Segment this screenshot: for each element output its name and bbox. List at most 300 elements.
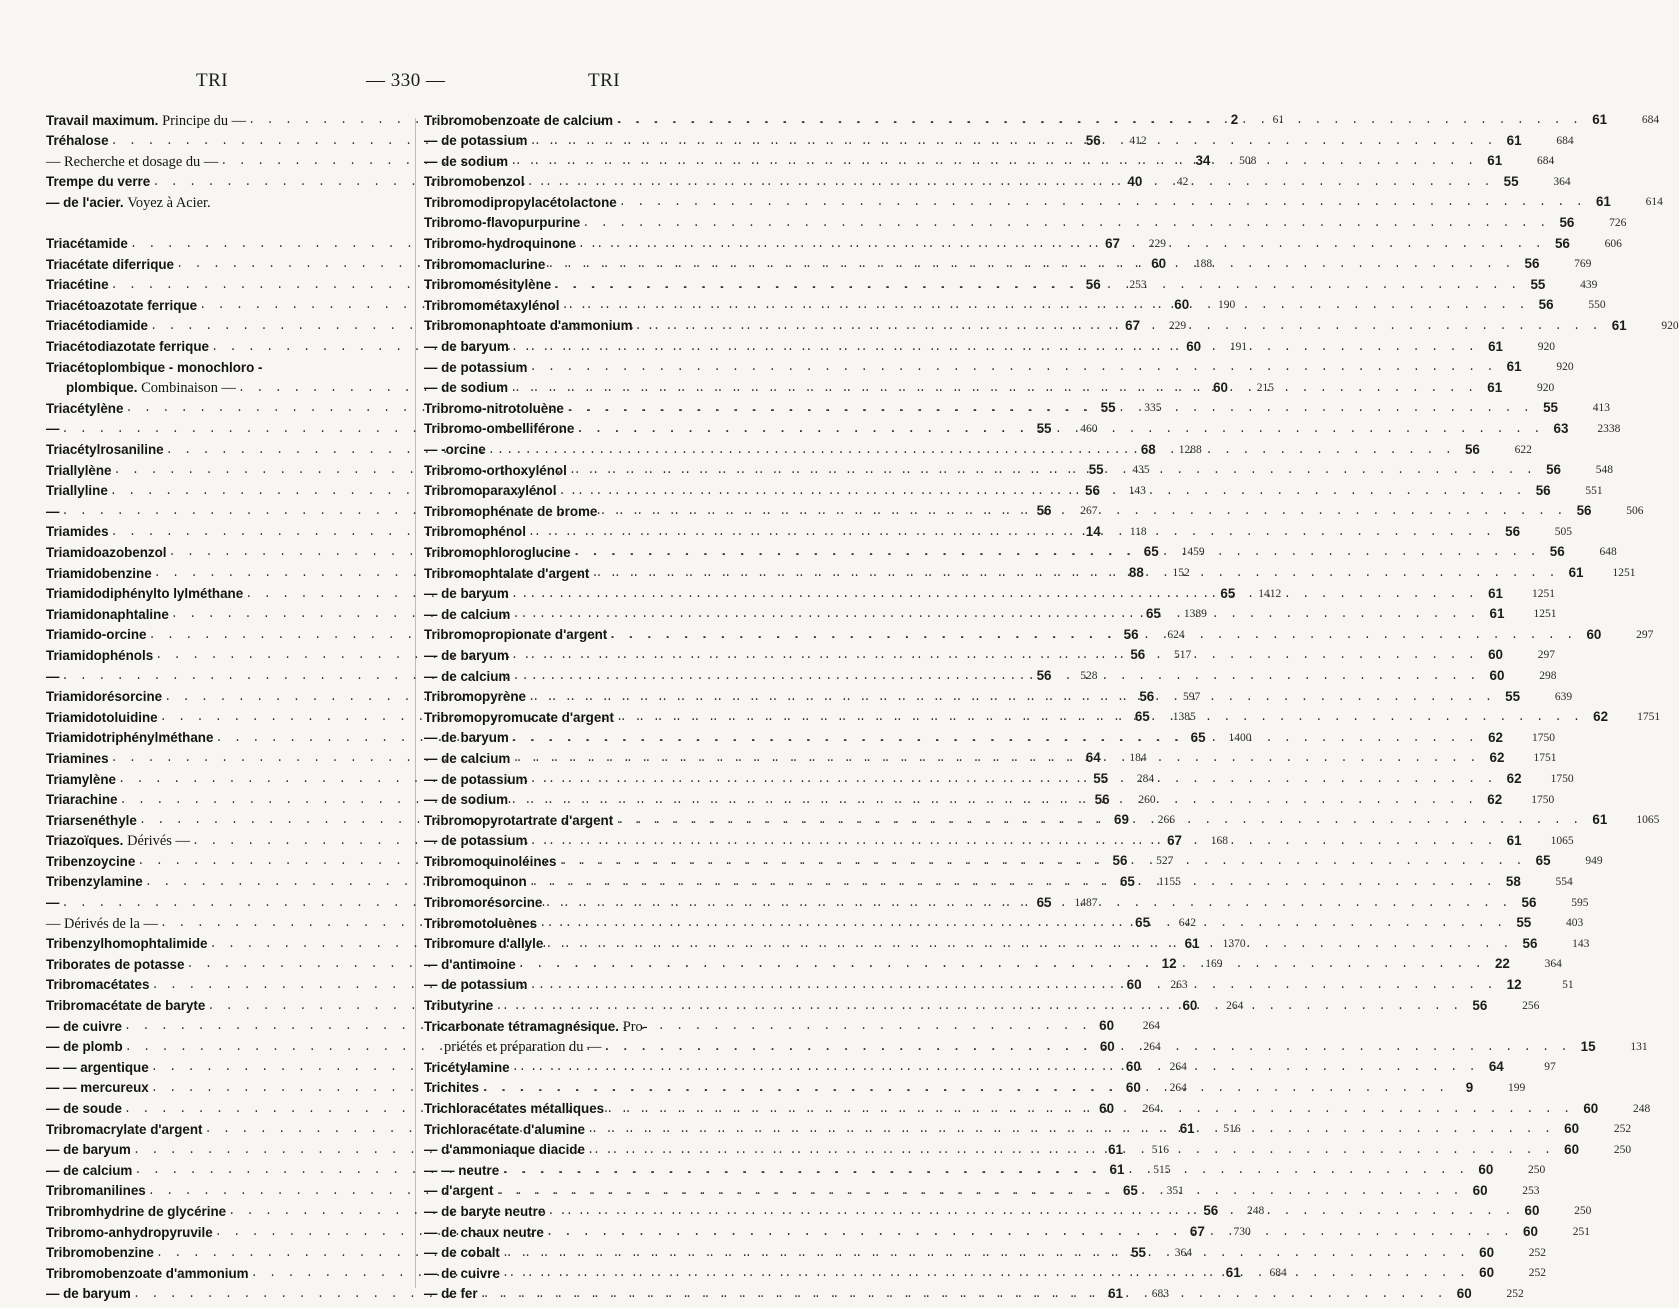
page-reference: 1751: [1637, 711, 1661, 724]
leader-dots: [479, 1078, 1447, 1099]
volume-number: 55: [1503, 173, 1519, 189]
entry-label: [46, 460, 112, 482]
page-reference: 1412: [1258, 587, 1282, 600]
volume-number: 65: [1535, 853, 1551, 869]
entry-label: [46, 666, 59, 688]
volume-number: 22: [1494, 956, 1510, 972]
entry-text: — de calcium: [424, 750, 511, 766]
volume-number: 56: [1535, 482, 1551, 498]
entry-label: [424, 212, 580, 234]
entry-text: Tribromacétates: [46, 977, 150, 993]
leader-dots: [527, 872, 1495, 893]
entry-label: [46, 933, 207, 955]
page-reference: 266: [1157, 814, 1175, 827]
page-reference: 229: [1168, 319, 1187, 332]
entry-text: Tribromobenzoate de calcium: [424, 112, 613, 128]
entry-text: Triamidorésorcine: [46, 689, 163, 705]
volume-number: 9: [1465, 1079, 1474, 1095]
leader-dots: [613, 810, 1581, 831]
page-reference: 351: [1166, 1184, 1184, 1197]
entry-text: Triazoïques.: [46, 833, 128, 849]
entry-label: [46, 1160, 132, 1182]
entry-text: Tribromomésitylène: [424, 277, 552, 293]
volume-number: 61: [1506, 132, 1522, 148]
entry-text: — de fer: [424, 1286, 478, 1302]
volume-number: 65: [1135, 915, 1151, 931]
entry-label: [424, 130, 527, 152]
leader-dots: [500, 1263, 1468, 1284]
volume-number: 60: [1126, 976, 1142, 992]
volume-number: 61: [1108, 1285, 1123, 1301]
entry-text: plombique.: [66, 380, 142, 396]
leader-dots: [510, 748, 1478, 769]
volume-number: 60: [1564, 1121, 1580, 1137]
entry-label: [46, 542, 167, 564]
entry-text: Tribromomaclurine: [424, 256, 546, 272]
volume-number: 60: [1456, 1285, 1472, 1301]
page-reference: 505: [1554, 525, 1573, 538]
entry-label: [444, 1036, 601, 1058]
entry-label: [46, 913, 158, 935]
page-reference: 364: [1174, 1246, 1193, 1259]
entry-text: — de sodium: [424, 792, 509, 808]
entry-label: [424, 1242, 500, 1264]
entry-label: [46, 110, 246, 132]
page-reference: 684: [1269, 1267, 1287, 1280]
entry-label: [46, 501, 59, 523]
entry-text: Triamines: [46, 750, 109, 766]
entry-text: Triamidoazobenzol: [46, 544, 167, 560]
leader-dots: [607, 625, 1575, 646]
entry-text: Triacétodiazotate ferrique: [46, 339, 209, 355]
leader-dots: [509, 645, 1477, 666]
entry-text: Tribromo-nitrotoluène: [424, 400, 564, 416]
leader-dots: [493, 996, 1461, 1017]
entry-text: Triacétoplombique - monochloro -: [46, 360, 263, 376]
entry-label: [424, 192, 617, 214]
page-reference: 614: [1645, 196, 1663, 209]
leader-dots: [510, 604, 1478, 625]
page-reference: 256: [1522, 999, 1540, 1012]
entry-text: Combinaison —: [141, 380, 236, 397]
leader-dots: [601, 1037, 1569, 1058]
entry-label: [424, 748, 510, 770]
leader-dots: [551, 275, 1519, 296]
entry-text: Tribromopropionate d'argent: [424, 627, 608, 643]
volume-number: 56: [1464, 441, 1480, 457]
page-reference: 97: [1544, 1061, 1556, 1074]
volume-number: 60: [1523, 1224, 1538, 1240]
entry-label: [424, 1098, 604, 1120]
entry-label: [46, 274, 109, 296]
volume-number: 12: [1161, 956, 1177, 972]
entry-text: Tribromo-orthoxylénol: [424, 462, 567, 478]
entry-label: [46, 954, 184, 976]
page-reference: 1251: [1531, 587, 1555, 600]
page-reference: 252: [1613, 1123, 1632, 1136]
volume-number: 61: [1487, 153, 1503, 169]
page-reference: 143: [1128, 484, 1146, 497]
volume-number: 60: [1099, 1100, 1115, 1116]
volume-number: 60: [1479, 1244, 1495, 1260]
entry-text: — de baryum: [46, 1286, 131, 1302]
entry-text: Trichloracétates métalliques: [424, 1101, 605, 1116]
page-reference: 1750: [1531, 731, 1555, 744]
entry-label: [46, 1139, 131, 1161]
leader-dots: [580, 213, 1548, 234]
entry-label: [424, 274, 551, 296]
entry-label: [424, 645, 509, 667]
index-entry: [424, 357, 1574, 378]
entry-text: Triamidodiphénylto lylméthane: [46, 586, 244, 602]
entry-label: [66, 377, 236, 399]
entry-text: Tribromobenzoate d'ammonium: [46, 1265, 249, 1281]
entry-label: [46, 830, 190, 852]
volume-number: 2: [1230, 112, 1239, 127]
entry-label: [46, 1036, 123, 1058]
volume-number: 61: [1108, 1141, 1123, 1157]
page-reference: 1288: [1178, 443, 1202, 456]
page-reference: 517: [1174, 649, 1192, 662]
entry-label: [424, 769, 527, 791]
entry-text: Tribromo-anhydropyruvile: [46, 1224, 213, 1240]
entry-text: Tribromopyrène: [424, 689, 526, 705]
entry-label: [424, 501, 597, 523]
volume-number: 69: [1114, 812, 1129, 828]
index-entry: [424, 213, 1627, 234]
entry-text: Triamylène: [46, 771, 116, 787]
entry-label: [46, 851, 135, 873]
volume-number: 56: [1094, 791, 1110, 807]
page-reference: 730: [1233, 1226, 1251, 1239]
entry-text: Triacétoazotate ferrique: [46, 297, 198, 313]
leader-dots: [510, 1057, 1478, 1078]
entry-text: Travail maximum.: [46, 112, 163, 128]
page-reference: 1751: [1533, 752, 1557, 765]
volume-number: 61: [1225, 1265, 1241, 1281]
entry-text: Tribromopyrotartrate d'argent: [424, 812, 614, 828]
entry-text: Tribenzoycine: [46, 853, 136, 869]
entry-label: [424, 954, 516, 976]
entry-label: [424, 1077, 479, 1099]
entry-label: [46, 130, 109, 152]
entry-label: [424, 336, 509, 358]
page-reference: 335: [1144, 402, 1162, 415]
entry-label: [46, 748, 109, 770]
page-reference: 683: [1151, 1287, 1169, 1300]
leader-dots: [559, 295, 1527, 316]
page-reference: 403: [1565, 917, 1584, 930]
volume-number: 55: [1088, 462, 1104, 478]
entry-text: Tribromophénol: [424, 524, 526, 540]
entry-text: Tribromobenzol: [424, 174, 525, 190]
leader-dots: [509, 337, 1477, 358]
page-reference: 253: [1522, 1184, 1540, 1197]
entry-label: [424, 913, 537, 935]
entry-text: — de calcium: [424, 668, 511, 684]
leader-dots: [510, 666, 1478, 687]
leader-dots: [589, 563, 1557, 584]
page-reference: 554: [1555, 875, 1573, 888]
leader-dots: [542, 893, 1510, 914]
volume-number: 65: [1134, 709, 1150, 725]
leader-dots: [508, 151, 1476, 172]
entry-label: [46, 686, 162, 708]
entry-text: — de baryum: [424, 730, 509, 746]
volume-number: 12: [1506, 976, 1522, 992]
leader-dots: [604, 1099, 1572, 1120]
entry-label: [46, 707, 158, 729]
entry-label: [424, 707, 614, 729]
index-entry: [424, 110, 1660, 131]
entry-label: [46, 974, 149, 996]
entry-text: Tribromo-flavopurpurine: [424, 215, 581, 231]
page-reference: 949: [1585, 855, 1603, 868]
volume-number: 60: [1174, 297, 1190, 313]
volume-number: 68: [1140, 441, 1156, 457]
entry-label: [424, 851, 556, 873]
volume-number: 56: [1505, 523, 1521, 539]
page-reference: 260: [1138, 793, 1156, 806]
entry-label: [46, 1119, 202, 1141]
page-reference: 143: [1572, 937, 1590, 950]
page-reference: 264: [1169, 1081, 1187, 1094]
page-reference: 297: [1636, 628, 1654, 641]
entry-label: [424, 974, 527, 996]
volume-number: 61: [1487, 379, 1503, 395]
entry-text: Tribenzylhomophtalimide: [46, 936, 208, 952]
entry-text: — de potassium: [424, 833, 528, 849]
volume-number: 55: [1131, 1244, 1147, 1260]
leader-dots: [493, 1181, 1461, 1202]
page-reference: 1155: [1158, 875, 1181, 888]
volume-number: 55: [1505, 688, 1521, 704]
page-reference: 253: [1129, 278, 1147, 291]
page-reference: 1251: [1533, 608, 1557, 621]
entry-label: [46, 892, 59, 914]
index-entry: [46, 192, 408, 213]
page-reference: 51: [1562, 978, 1574, 991]
page-reference: 267: [1080, 505, 1098, 518]
volume-number: 56: [1522, 935, 1538, 951]
volume-number: 56: [1549, 544, 1565, 560]
entry-label: [46, 336, 209, 358]
volume-number: 62: [1489, 750, 1505, 766]
page-reference: 168: [1210, 834, 1228, 847]
page-reference: 250: [1528, 1164, 1546, 1177]
entry-text: Triacétylrosaniline: [46, 442, 164, 457]
leader-dots: [556, 851, 1524, 872]
page-reference: 131: [1630, 1040, 1648, 1053]
page-reference: 188: [1194, 258, 1213, 271]
entry-text: Trempe du verre: [46, 174, 151, 190]
leader-dots: [544, 1222, 1512, 1243]
page-reference: 61: [1272, 114, 1285, 126]
entry-text: Tribromure d'allyle: [424, 936, 544, 952]
page-reference: 435: [1132, 464, 1150, 477]
entry-text: Triborates de potasse: [46, 956, 185, 972]
entry-text: — de calcium: [46, 1162, 133, 1178]
page-reference: 920: [1536, 381, 1555, 394]
leader-dots: [574, 419, 1542, 440]
running-head-right: TRI: [588, 70, 621, 91]
entry-text: Trichloracétate d'alumine: [424, 1121, 585, 1137]
entry-text: Dérivés —: [127, 833, 190, 850]
entry-text: Triamidobenzine: [46, 565, 152, 581]
entry-text: Tribromophloroglucine: [424, 544, 571, 560]
entry-text: — de baryum: [424, 647, 509, 663]
entry-line-1: [46, 357, 408, 378]
volume-number: 60: [1151, 256, 1167, 272]
entry-text: Tricétylamine: [424, 1059, 510, 1075]
volume-number: 56: [1085, 482, 1100, 498]
volume-number: 60: [1478, 1162, 1494, 1178]
entry-label: [424, 377, 508, 399]
leader-dots: [633, 316, 1601, 337]
entry-text: Tribromo-hydroquinone: [424, 236, 576, 252]
page-reference: 508: [1239, 155, 1257, 168]
page-reference: 516: [1151, 1143, 1169, 1156]
page-reference: 297: [1537, 649, 1555, 662]
page-reference: 2338: [1597, 422, 1621, 435]
entry-text: Tribromoparaxylénol: [424, 483, 557, 499]
volume-number: 60: [1583, 1100, 1599, 1116]
entry-label: [46, 418, 59, 440]
entry-text: Tribromanilines: [46, 1183, 146, 1199]
leader-dots: [617, 192, 1585, 213]
entry-text: Tribromacétate de baryte: [46, 998, 206, 1014]
page-header: [0, 64, 800, 94]
entry-text: Tricarbonate tétramagnésique.: [424, 1019, 623, 1035]
entry-label: [424, 1057, 510, 1079]
entry-label: [424, 254, 545, 276]
page-reference: 642: [1178, 917, 1197, 930]
page-reference: 250: [1613, 1143, 1632, 1156]
leader-dots: [613, 110, 1581, 131]
page-reference: 1750: [1531, 793, 1555, 806]
entry-text: Triallyline: [46, 483, 108, 499]
leader-dots: [509, 728, 1477, 749]
entry-label: [424, 1160, 499, 1182]
entry-text: Tribromophtalate d'argent: [424, 565, 590, 581]
volume-number: 56: [1559, 214, 1575, 230]
volume-number: 34: [1195, 153, 1211, 169]
entry-label: [424, 1119, 585, 1141]
entry-text: — de plomb: [46, 1039, 123, 1055]
entry-label: [46, 480, 108, 502]
entry-label: [46, 1077, 149, 1099]
page-reference: 252: [1528, 1246, 1547, 1259]
entry-text: — de cuivre: [424, 1265, 500, 1281]
entry-text: Tributyrine: [424, 998, 494, 1014]
entry-text: Tribromacrylate d'argent: [46, 1121, 203, 1137]
entry-text: — de cuivre: [46, 1018, 122, 1034]
entry-line-1: [424, 1016, 758, 1037]
page-reference: 515: [1153, 1164, 1171, 1177]
entry-label: [424, 460, 567, 482]
entry-label: [424, 1222, 544, 1244]
volume-number: 88: [1128, 565, 1144, 581]
page-reference: 684: [1641, 114, 1660, 126]
leader-dots: [537, 913, 1505, 934]
entry-label: [424, 892, 542, 914]
page-reference: 251: [1572, 1226, 1590, 1239]
entry-text: — de baryum: [424, 586, 509, 602]
page-number: — 330 —: [366, 70, 446, 91]
volume-number: 62: [1488, 729, 1503, 745]
leader-dots: [585, 1140, 1553, 1161]
page-reference: 506: [1626, 505, 1644, 518]
volume-number: 65: [1122, 1182, 1138, 1198]
entry-label: [424, 398, 564, 420]
page-reference: 252: [1528, 1267, 1547, 1280]
page-reference: 548: [1595, 464, 1613, 477]
volume-number: 61: [1109, 1162, 1125, 1178]
volume-number: 61: [1488, 585, 1503, 601]
entry-label: [424, 1180, 493, 1202]
entry-text: —: [46, 421, 60, 437]
entry-text: Tribromonaphtoate d'ammonium: [424, 318, 633, 334]
volume-number: 60: [1564, 1141, 1580, 1157]
entry-text: Tribromoquinoléines: [424, 853, 557, 869]
entry-text: — de sodium: [424, 380, 509, 396]
page-reference: 769: [1574, 258, 1592, 271]
page-reference: 920: [1661, 319, 1679, 332]
entry-text: Triamides: [46, 524, 109, 540]
entry-text: Triamidonaphtaline: [46, 606, 169, 622]
volume-number: 56: [1538, 297, 1554, 313]
entry-label: [424, 1201, 545, 1223]
entry-label: [46, 1222, 213, 1244]
entry-label: [424, 151, 508, 173]
entry-label: [46, 871, 143, 893]
entry-text: — d'ammoniaque diacide: [424, 1142, 585, 1158]
running-head-left: TRI: [196, 70, 229, 91]
entry-text: — de calcium: [424, 606, 511, 622]
entry-text: Tribromopyromucate d'argent: [424, 709, 614, 725]
page-reference: 229: [1148, 237, 1166, 250]
entry-label: [46, 624, 146, 646]
entry-text: Tribenzylamine: [46, 874, 143, 890]
entry-label: [424, 233, 576, 255]
page-reference: 298: [1539, 670, 1557, 683]
volume-number: 55: [1516, 915, 1532, 931]
entry-text: Triamidophénols: [46, 647, 154, 663]
volume-number: 60: [1099, 1018, 1115, 1034]
entry-text: — -orcine: [424, 442, 486, 457]
page-reference: 412: [1129, 134, 1147, 147]
leader-dots: [526, 687, 1494, 708]
volume-number: 14: [1085, 523, 1101, 539]
volume-number: 65: [1145, 606, 1161, 622]
volume-number: 55: [1543, 400, 1558, 416]
page-reference: 284: [1136, 773, 1155, 785]
leader-dots: [508, 378, 1476, 399]
entry-label: [46, 1016, 122, 1038]
entry-label: [46, 810, 137, 832]
entry-text: — — argentique: [46, 1059, 149, 1075]
page-reference: 624: [1167, 628, 1185, 641]
leader-dots: [545, 254, 1513, 275]
volume-number: 55: [1100, 400, 1116, 416]
volume-number: 60: [1125, 1059, 1141, 1075]
entry-text: — Dérivés de la —: [46, 915, 158, 932]
entry-label: [424, 357, 527, 379]
entry-label: [46, 769, 116, 791]
entry-label: [46, 315, 148, 337]
volume-number: 64: [1085, 750, 1101, 766]
leader-dots: [527, 975, 1495, 996]
